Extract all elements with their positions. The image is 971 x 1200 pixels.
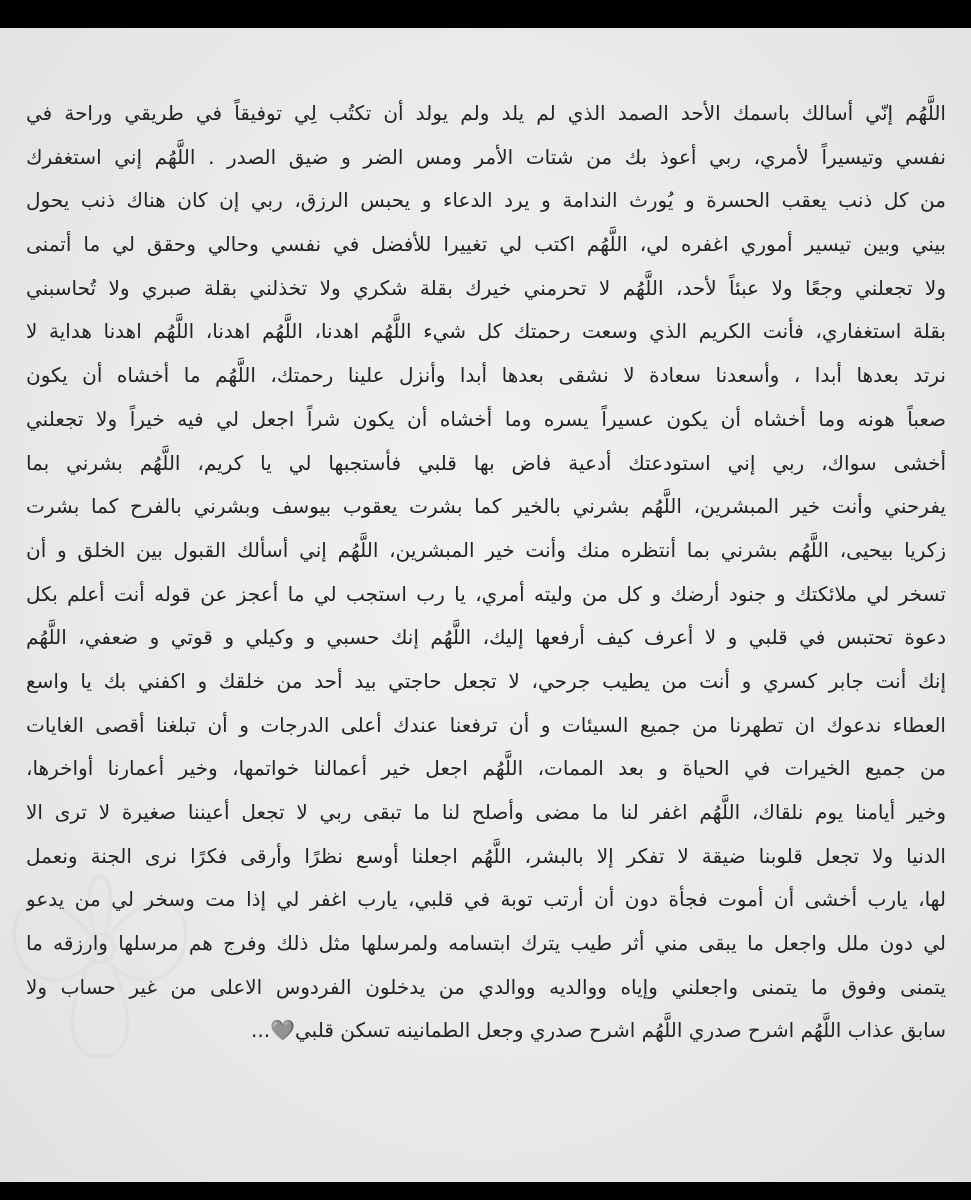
document-page — [0, 28, 971, 1182]
text-line: يتمنى وفوق ما يتمنى واجعلني وإياه ووالديه ووالدي من يدخلون الفردوس الاعلى من غير حساب ولا — [26, 974, 946, 999]
text-line: زكريا بيحيى، اللَّهُم بشرني بما أنتظره منك وأنت خير المبشرين، اللَّهُم إني أسألك القبول بين الخلق و أن — [26, 537, 946, 562]
text-line: وخير أيامنا يوم نلقاك، اللَّهُم اغفر لنا ما مضى وأصلح لنا ما تبقى ربي لا تجعل أعيننا صغيرة لا ترى الا — [26, 800, 946, 824]
text-line: صعباً هونه وما أخشاه أن يكون عسيراً يسره وما أخشاه أن يكون شراً اجعل لي فيه خيراً ولا تجعلني — [26, 406, 946, 431]
text-line: تسخر لي ملائكتك و جنود أرضك و كل من وليته أمري، يا رب استجب لي ما أعجز عن قوله أنت أعلم بكل — [26, 581, 946, 606]
text-line: العطاء ندعوك ان تطهرنا من جميع السيئات و أن ترفعنا عندك أعلى الدرجات و أن تبلغنا أقصى الغايات — [26, 712, 946, 737]
text-line: بيني وبين تيسير أموري اغفره لي، اللَّهُم اكتب لي تغييرا للأفضل في نفسي وحالي وحقق لي ما أتمنى — [26, 232, 946, 257]
text-line: يفرحني وأنت خير المبشرين، اللَّهُم بشرني بالخير كما بشرت يعقوب بيوسف وبشرني بالفرح كما بشرت — [26, 494, 946, 519]
text-line-last: سابق عذاب اللَّهُم اشرح صدري اللَّهُم اشرح صدري وجعل الطمانينه تسكن قلبي🩶... — [251, 1018, 946, 1043]
text-line: دعوة تحتبس في قلبي و لا أعرف كيف أرفعها إليك، اللَّهُم إنك حسبي و وكيلي و قوتي و ضعفي، اللَّهُم — [26, 625, 946, 650]
top-frame-bar — [0, 0, 971, 28]
text-line: من جميع الخيرات في الحياة و بعد الممات، اللَّهُم اجعل خير أعمالنا خواتمها، وخير أعمارنا أواخرها، — [26, 756, 946, 781]
text-line: الدنيا ولا تجعل قلوبنا ضيقة لا تفكر إلا بالبشر، اللَّهُم اجعلنا أوسع نظرًا وأرقى فكرًا نرى الجنة ونعمل — [26, 843, 946, 868]
text-line: أخشى سواك، ربي إني استودعتك أدعية فاض بها قلبي فأستجبها لي يا كريم، اللَّهُم بشرني بما — [26, 450, 946, 475]
text-line: إنك أنت جابر كسري و أنت من يطيب جرحي، لا تجعل حاجتي بيد أحد من خلقك و اكفني بك يا واسع — [26, 668, 946, 693]
text-line: ولا تجعلني وجعًا ولا عبئاً لأحد، اللَّهُم لا تحرمني خيرك بقلة شكري ولا تخذلني بقلة صبري ولا تُحاسبني — [26, 275, 946, 300]
text-line: من كل ذنب يعقب الحسرة و يُورث الندامة و يرد الدعاء و يحبس الرزق، ربي إن كان هناك ذنب يحول — [26, 188, 946, 213]
text-line: لي دون ملل واجعل ما يبقى مني أثر طيب يترك ابتسامه ولمرسلها مثل ذلك وفرج هم مرسلها وارزقه ما — [26, 931, 946, 956]
prayer-text-block — [26, 92, 946, 1053]
text-line: اللَّهُم إنّي أسالك باسمك الأحد الصمد الذي لم يلد ولم يولد أن تكتُب لِي توفيقاً في طريقي وراحة في — [26, 101, 946, 125]
bottom-frame-bar — [0, 1182, 971, 1200]
text-line: بقلة استغفاري، فأنت الكريم الذي وسعت رحمتك كل شيء اللَّهُم اهدنا، اللَّهُم اهدنا، اللَّهُم اهدنا هداية لا — [26, 319, 946, 344]
text-line: نرتد بعدها أبدا ، وأسعدنا سعادة لا نشقى بعدها أبدا وأنزل علينا رحمتك، اللَّهُم ما أخشاه أن يكون — [26, 363, 946, 388]
text-line: نفسي وتيسيراً لأمري، ربي أعوذ بك من شتات الأمر ومس الضر و ضيق الصدر . اللَّهُم إني استغفرك — [26, 144, 946, 169]
text-line: لها، يارب أخشى أن أموت فجأة دون أن أرتب توبة في قلبي، يارب اغفر لي إذا مت وسخر لي من يدعو — [26, 887, 946, 912]
